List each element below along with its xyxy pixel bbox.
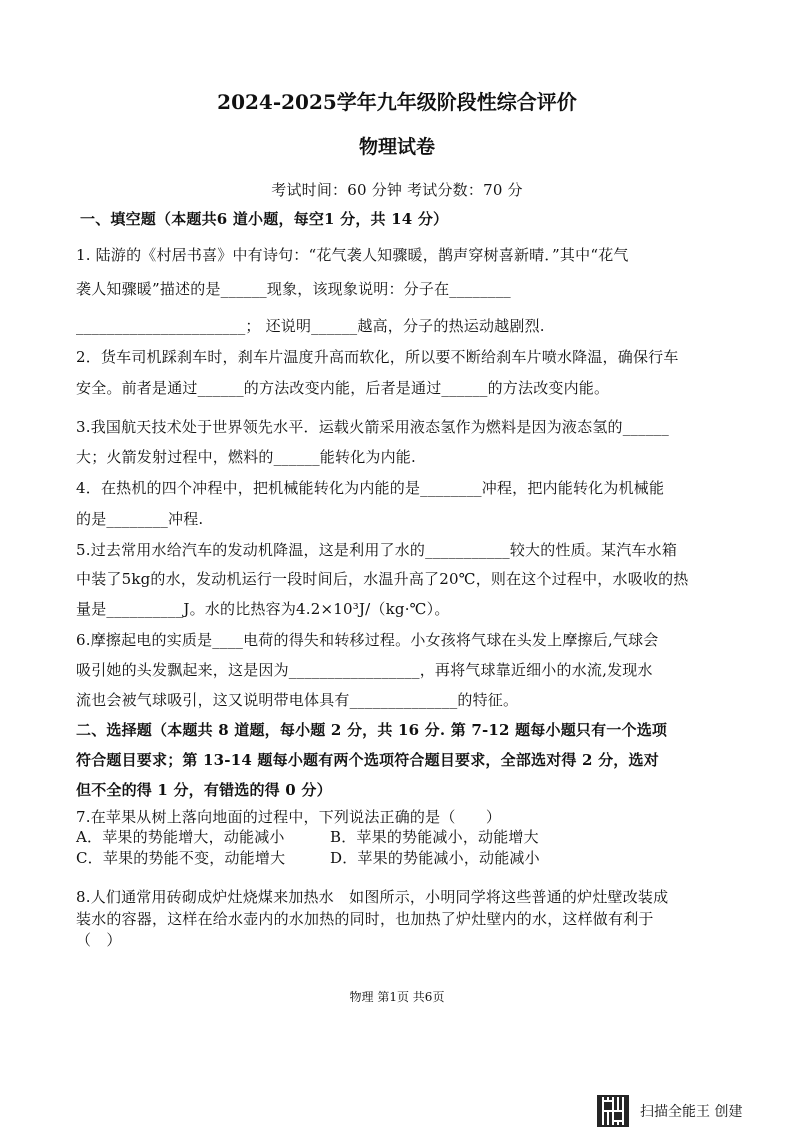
subject-title: 物理试卷 (358, 136, 435, 158)
q8-line2: 装水的容器，这样在给水壶内的水加热的同时，也加热了炉灶壁内的水，这样做有利于 (76, 910, 654, 928)
q8-line3: （ ） (76, 931, 122, 949)
q6-line2: 吸引她的头发飘起来，这是因为_________________，再将气球靠近细小的水流,发现水 (76, 661, 653, 679)
q5-line2: 中装了5kg的水，发动机运行一段时间后，水温升高了20℃，则在这个过程中，水吸收的热 (76, 570, 689, 588)
page-footer: 物理 第1页 共6页 (349, 990, 445, 1004)
q7-option-d: D．苹果的势能减小，动能减小 (330, 849, 540, 867)
exam-info: 考试时间：60 分钟 考试分数：70 分 (271, 181, 523, 199)
q7-option-a: A．苹果的势能增大，动能减小 (76, 828, 285, 846)
q7-option-c: C．苹果的势能不变，动能增大 (76, 849, 286, 867)
q5-line1: 5.过去常用水给汽车的发动机降温，这是利用了水的___________较大的性质。某汽车水箱 (76, 541, 678, 559)
section2-heading-line3: 但不全的得 1 分，有错选的得 0 分） (76, 781, 332, 799)
q2-line1: 2．货车司机踩刹车时，刹车片温度升高而软化，所以要不断给刹车片喷水降温，确保行车 (76, 348, 679, 366)
q7-option-b: B．苹果的势能减小，动能增大 (330, 828, 539, 846)
q5-line3: 量是__________J。水的比热容为4.2×10³J/（kg·℃）。 (76, 600, 450, 618)
q1-line1: 1. 陆游的《村居书喜》中有诗句：“花气袭人知骤暖，鹊声穿树喜新晴．”其中“花气 (76, 246, 629, 264)
scanner-watermark: 扫描全能王 创建 (640, 1104, 743, 1120)
q6-line1: 6.摩擦起电的实质是____电荷的得失和转移过程。小女孩将气球在头发上摩擦后,气球会 (76, 631, 659, 649)
q2-line2: 安全。前者是通过______的方法改变内能，后者是通过______的方法改变内能。 (76, 379, 610, 397)
q8-line1: 8.人们通常用砖砌成炉灶烧煤来加热水 如图所示，小明同学将这些普通的炉灶壁改装成 (76, 888, 669, 906)
section2-heading-line1: 二、选择题（本题共 8 道题，每小题 2 分，共 16 分. 第 7-12 题每小题只有一个选项 (76, 721, 668, 739)
q4-line2: 的是________冲程. (76, 510, 204, 528)
q7-stem: 7.在苹果从树上落向地面的过程中，下列说法正确的是（ ） (76, 808, 502, 826)
q6-line3: 流也会被气球吸引，这又说明带电体具有______________的特征。 (76, 691, 519, 709)
section2-heading-line2: 符合题目要求；第 13-14 题每小题有两个选项符合题目要求，全部选对得 2 分，选对 (76, 751, 659, 769)
exam-title: 2024-2025学年九年级阶段性综合评价 (217, 90, 577, 114)
q4-line1: 4．在热机的四个冲程中，把机械能转化为内能的是________冲程，把内能转化为机械能 (76, 479, 665, 497)
q3-line1: 3.我国航天技术处于世界领先水平．运载火箭采用液态氢作为燃料是因为液态氢的______ (76, 418, 669, 436)
q1-line2: 袭人知骤暖”描述的是______现象，该现象说明：分子在________ (76, 280, 511, 298)
section1-heading: 一、填空题（本题共6 道小题，每空1 分，共 14 分） (80, 210, 449, 228)
q3-line2: 大；火箭发射过程中，燃料的______能转化为内能. (76, 448, 416, 466)
qr-code-icon (597, 1095, 629, 1127)
q1-line3: ______________________； 还说明______越高，分子的热运动越剧烈. (76, 317, 545, 335)
